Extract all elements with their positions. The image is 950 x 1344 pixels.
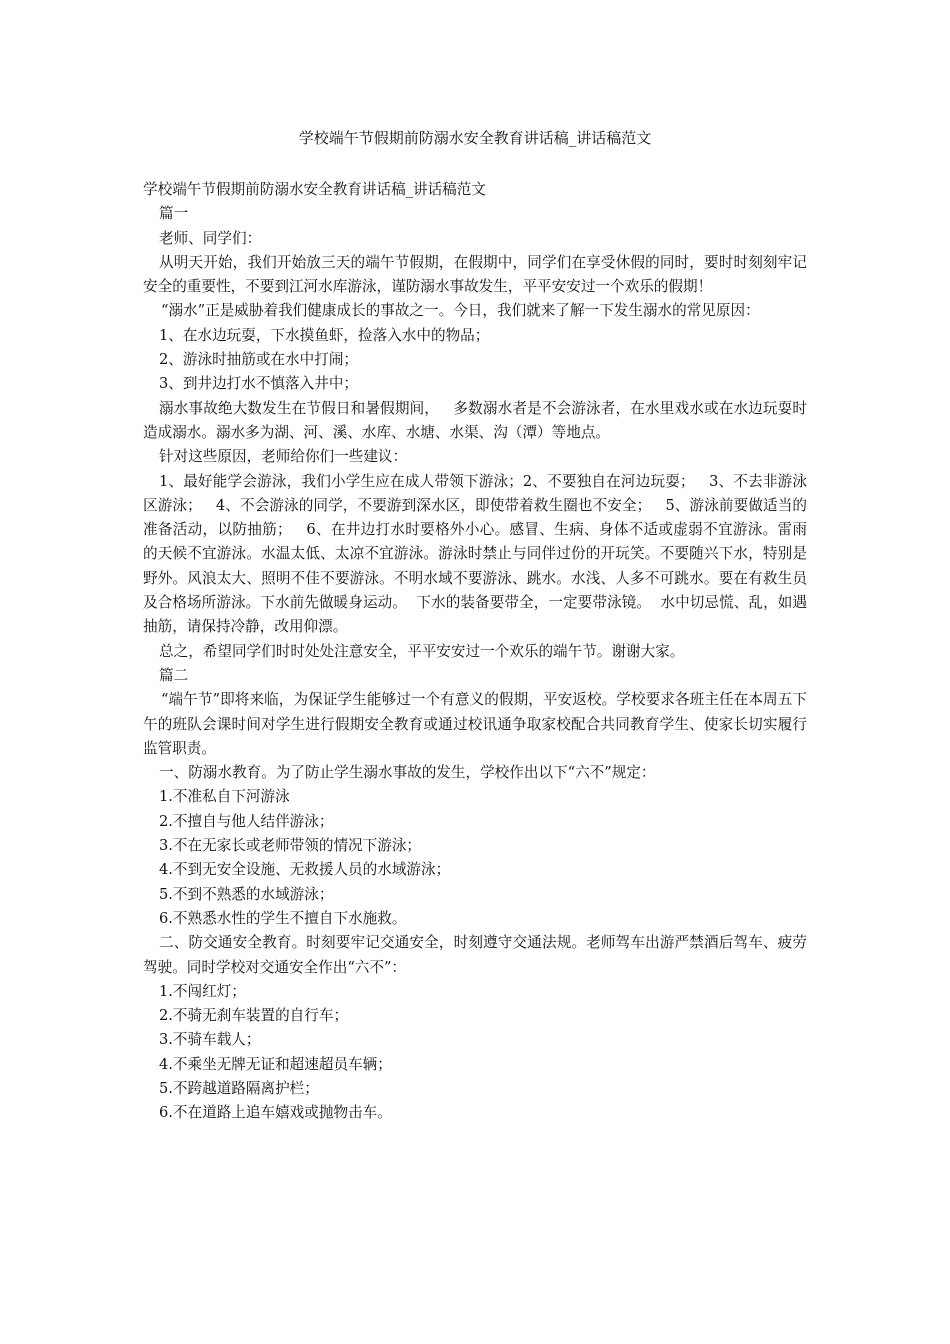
paragraph: 溺水事故绝大数发生在节假日和暑假期间， 多数溺水者是不会游泳者，在水里戏水或在水边玩耍时造成溺水。溺水多为湖、河、溪、水库、水塘、水渠、沟（潭）等地点。 xyxy=(143,399,807,441)
list-item: 4.不乘坐无牌无证和超速超员车辆； xyxy=(159,1055,392,1073)
list-item: 3.不在无家长或老师带领的情况下游泳； xyxy=(159,837,422,855)
list-item: 5.不到不熟悉的水域游泳； xyxy=(159,885,334,903)
document-body xyxy=(143,178,807,1126)
paragraph: 从明天开始，我们开始放三天的端午节假期，在假期中，同学们在享受休假的同时，要时时刻刻牢记安全的重要性，不要到江河水库游泳，谨防溺水事故发生，平平安安过一个欢乐的假期！ xyxy=(143,253,807,296)
paragraph: 总之，希望同学们时时处处注意安全，平平安安过一个欢乐的端午节。谢谢大家。 xyxy=(159,642,685,660)
document-title: 学校端午节假期前防溺水安全教育讲话稿_讲话稿范文 xyxy=(298,129,652,147)
paragraph: “溺水”正是威胁着我们健康成长的事故之一。今日，我们就来了解一下发生溺水的常见原因： xyxy=(161,302,760,320)
paragraph: 针对这些原因，老师给你们一些建议： xyxy=(159,448,408,466)
section-heading-part-two: 篇二 xyxy=(159,666,189,684)
document-subtitle: 学校端午节假期前防溺水安全教育讲话稿_讲话稿范文 xyxy=(143,181,486,198)
section-heading-part-one: 篇一 xyxy=(159,205,189,223)
list-item: 6.不熟悉水性的学生不擅自下水施救。 xyxy=(159,909,407,927)
list-item: 2.不骑无刹车装置的自行车； xyxy=(159,1007,349,1025)
list-item: 1.不准私自下河游泳 xyxy=(159,788,290,806)
greeting: 老师、同学们： xyxy=(159,229,262,247)
paragraph: “端午节”即将来临，为保证学生能够过一个有意义的假期，平安返校。学校要求各班主任在本周五下午的班队会课时间对学生进行假期安全教育或通过校讯通争取家校配合共同教育学生、使家长切实履行监管职责。 xyxy=(143,691,807,757)
paragraph: 一、防溺水教育。为了防止学生溺水事故的发生，学校作出以下“六不”规定： xyxy=(159,764,656,782)
paragraph: 1、最好能学会游泳，我们小学生应在成人带领下游泳；2、不要独自在河边玩耍； 3、不去非游泳区游泳； 4、不会游泳的同学，不要游到深水区，即使带着救生圈也不安全； 5、游泳前要做适当的准备活动，以防抽筋； 6、在井边打水时要格外小心。感冒、生病、身体不适或虚弱不宜游泳。雷雨的天候不宜游泳。水温太低、太凉不宜游泳。游泳时禁止与同伴过份的开玩笑。不要随兴下水，特别是野外。风浪太大、照明不佳不要游泳。不明水域不要游泳、跳水。水浅、人多不可跳水。要在有救生员及合格场所游泳。下水前先做暖身运动。 下水的装备要带全，一定要带泳镜。 水中切忌慌、乱，如遇抽筋，请保持冷静，改用仰漂。 xyxy=(143,472,807,636)
list-item: 3、到井边打水不慎落入井中； xyxy=(159,375,359,393)
list-item: 1.不闯红灯； xyxy=(159,982,246,1000)
list-item: 2.不擅自与他人结伴游泳； xyxy=(159,812,334,830)
list-item: 4.不到无安全设施、无救援人员的水域游泳； xyxy=(159,861,451,879)
list-item: 1、在水边玩耍，下水摸鱼虾，捡落入水中的物品； xyxy=(159,326,490,344)
list-item: 5.不跨越道路隔离护栏； xyxy=(159,1079,319,1097)
list-item: 2、游泳时抽筋或在水中打闹； xyxy=(159,351,359,369)
list-item: 3.不骑车载人； xyxy=(159,1031,261,1049)
list-item: 6.不在道路上追车嬉戏或抛物击车。 xyxy=(159,1104,392,1122)
paragraph: 二、防交通安全教育。时刻要牢记交通安全，时刻遵守交通法规。老师驾车出游严禁酒后驾车、疲劳驾驶。同时学校对交通安全作出“六不”： xyxy=(143,934,807,976)
